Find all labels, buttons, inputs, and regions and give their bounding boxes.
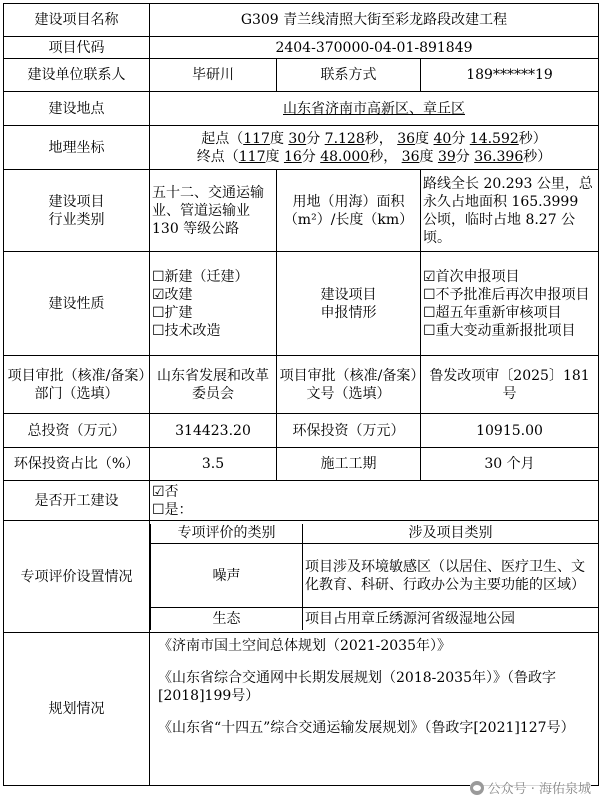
- coords-value: [150, 126, 599, 170]
- project-name-label: 建设项目名称: [4, 4, 150, 37]
- declare-option-resubmit[interactable]: ☐不予批准后再次申报项目: [423, 286, 590, 303]
- special-label: 专项评价设置情况: [4, 521, 150, 633]
- nature-option-rebuild[interactable]: ☑改建: [152, 286, 193, 303]
- phone-value: 189******19: [421, 59, 599, 92]
- location-value: 山东省济南市高新区、章丘区: [150, 92, 599, 126]
- started-option-no[interactable]: ☑否: [152, 483, 179, 500]
- phone-label: 联系方式: [277, 59, 421, 92]
- declare-label: 建设项目 申报情形: [277, 252, 421, 356]
- nature-option-expand[interactable]: ☐扩建: [152, 304, 193, 321]
- special-table: [150, 524, 598, 630]
- declare-option-first[interactable]: ☑首次申报项目: [423, 268, 520, 285]
- start-coord: 起点（117度 30分 7.128秒， 36度 40分 14.592秒）: [201, 130, 547, 147]
- declare-option-major-change[interactable]: ☐重大变动重新报批项目: [423, 322, 576, 339]
- project-name: G309 青兰线清照大街至彩龙路段改建工程: [150, 4, 599, 37]
- period: 30 个月: [421, 448, 599, 481]
- special-header-items: 涉及项目类别: [303, 524, 599, 544]
- industry-label: 建设项目 行业类别: [4, 170, 150, 252]
- special-row-type: 噪声: [151, 544, 303, 608]
- approval-no: 鲁发改项审〔2025〕181 号: [421, 356, 599, 414]
- started-label: 是否开工建设: [4, 481, 150, 521]
- contact-label: 建设单位联系人: [4, 59, 150, 92]
- end-coord: 终点（117度 16分 48.000秒， 36度 39分 36.396秒）: [196, 148, 552, 165]
- contact-name: 毕研川: [150, 59, 277, 92]
- special-row-items: 项目涉及环境敏感区（以居住、医疗卫生、文化教育、科研、行政办公为主要功能的区域）: [303, 544, 599, 608]
- plan-item: 《山东省“十四五”综合交通运输发展规划》（鲁政字[2021]127号）: [158, 720, 575, 736]
- total-invest-label: 总投资（万元）: [4, 414, 150, 448]
- env-invest-label: 环保投资（万元）: [277, 414, 421, 448]
- nature-options: [150, 252, 277, 356]
- nature-option-tech[interactable]: ☐技术改造: [152, 322, 221, 339]
- approval-no-label: 项目审批（核准/备案）文号（选填）: [277, 356, 421, 414]
- project-info-table: [3, 3, 599, 786]
- special-row-type: 生态: [151, 608, 303, 630]
- special-cell: [150, 521, 599, 633]
- env-invest: 10915.00: [421, 414, 599, 448]
- env-ratio-label: 环保投资占比（%）: [4, 448, 150, 481]
- special-row-items: 项目占用章丘绣源河省级湿地公园: [303, 608, 599, 630]
- started-option-yes[interactable]: ☐是：: [152, 501, 193, 518]
- total-invest: 314423.20: [150, 414, 277, 448]
- project-code: 2404-370000-04-01-891849: [150, 37, 599, 59]
- watermark: 公众号 · 海佑泉城: [470, 778, 591, 797]
- plan-item: 《山东省综合交通网中长期发展规划（2018-2035年）》（鲁政字[2018]199号）: [158, 670, 556, 704]
- project-code-label: 项目代码: [4, 37, 150, 59]
- env-ratio: 3.5: [150, 448, 277, 481]
- plan-list: [150, 633, 599, 786]
- area-value: 路线全长 20.293 公里，总永久占地面积 165.3999 公顷，临时占地 8.27 公顷。: [421, 170, 599, 252]
- nature-option-new[interactable]: ☐新建（迁建）: [152, 268, 249, 285]
- wechat-icon: [470, 781, 484, 795]
- started-options: [150, 481, 599, 521]
- coords-label: 地理坐标: [4, 126, 150, 170]
- declare-option-reaudit[interactable]: ☐超五年重新审核项目: [423, 304, 562, 321]
- plan-item: 《济南市国土空间总体规划（2021-2035年）》: [158, 638, 451, 654]
- location-label: 建设地点: [4, 92, 150, 126]
- approval-dept-label: 项目审批（核准/备案）部门（选填）: [4, 356, 150, 414]
- approval-dept: 山东省发展和改革委员会: [150, 356, 277, 414]
- plan-label: 规划情况: [4, 633, 150, 786]
- industry-value: 五十二、交通运输业、管道运输业130 等级公路: [150, 170, 277, 252]
- special-header-type: 专项评价的类别: [151, 524, 303, 544]
- area-label: 用地（用海）面积（m²）/长度（km）: [277, 170, 421, 252]
- declare-options: [421, 252, 599, 356]
- nature-label: 建设性质: [4, 252, 150, 356]
- period-label: 施工工期: [277, 448, 421, 481]
